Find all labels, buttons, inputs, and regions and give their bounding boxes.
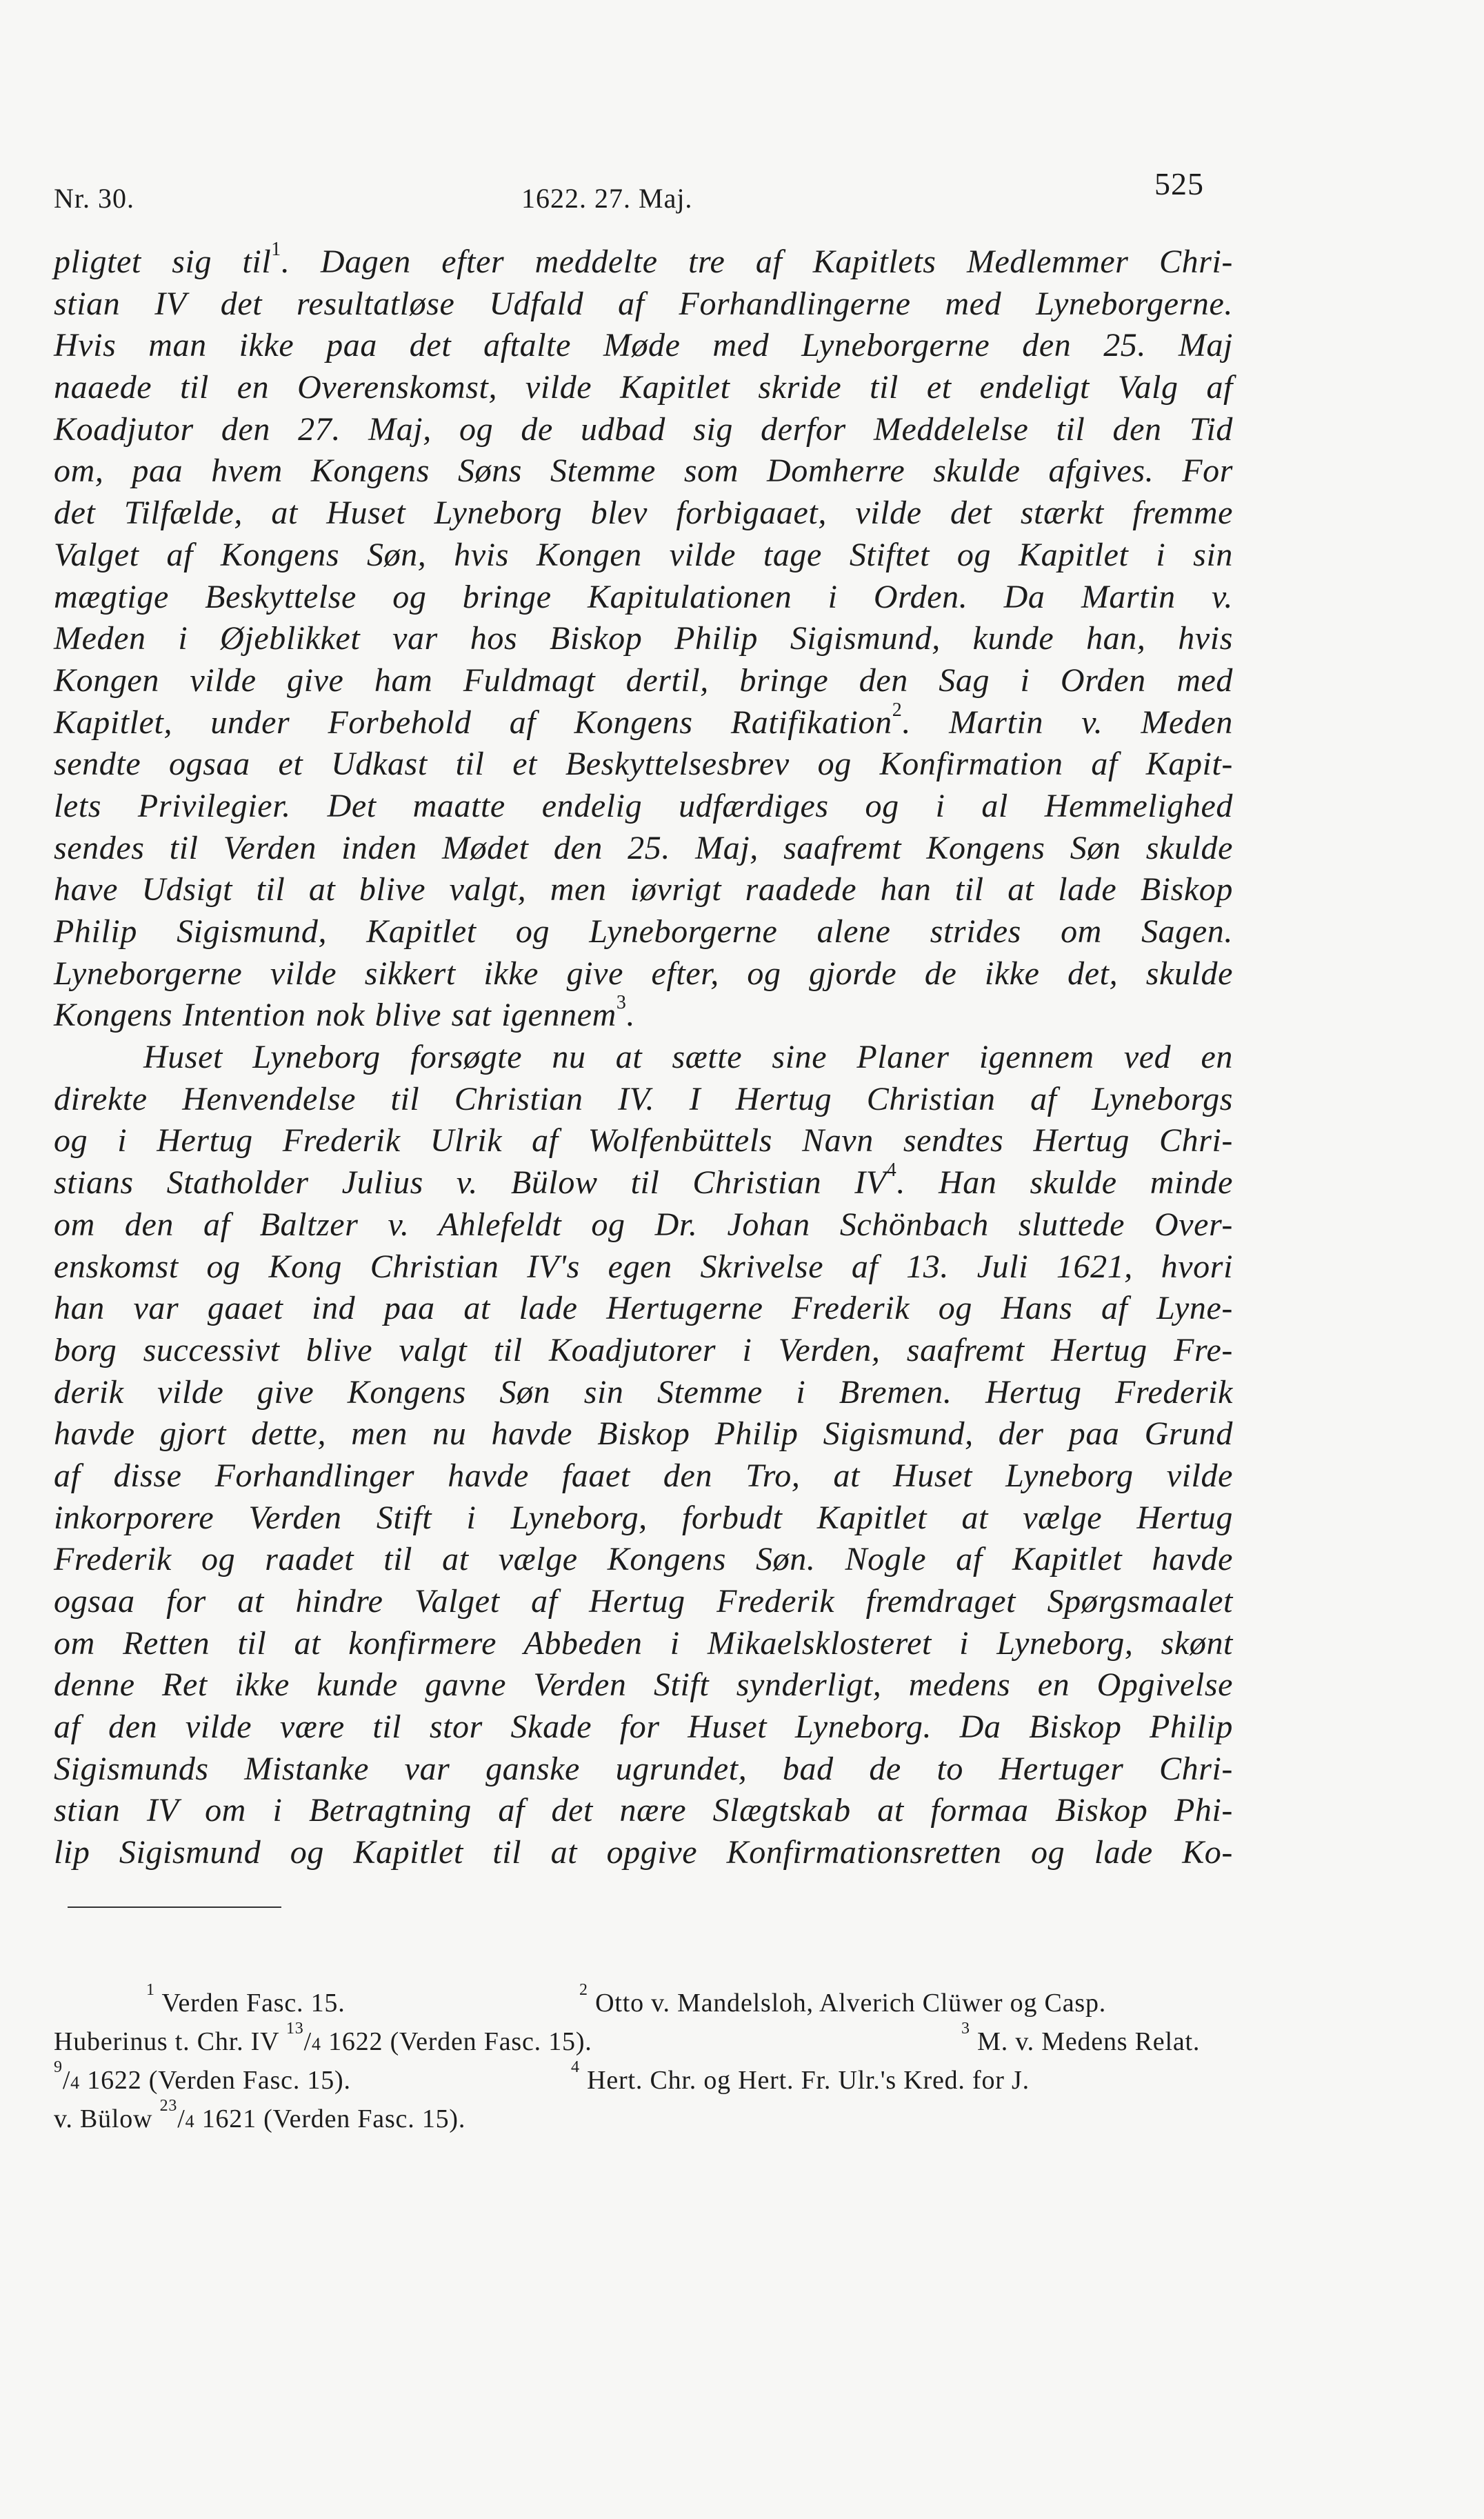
footnote-separator (68, 1906, 281, 1908)
page-number: 525 (1154, 166, 1204, 201)
body-line-text: sendes til Verden inden Mødet den 25. Maj, saafremt Kongens Søn skulde (54, 829, 1233, 866)
body-line-text: lip Sigismund og Kapitlet til at opgive Konfirmationsretten og lade Ko- (54, 1834, 1233, 1871)
footnote-text: v. Bülow (54, 2104, 153, 2133)
body-line (54, 660, 1233, 702)
body-line-text: Meden i Øjeblikket var hos Biskop Philip Sigismund, kunde han, hvis (54, 620, 1233, 657)
body-line (54, 577, 1233, 619)
body-line-text: direkte Henvendelse til Christian IV. I Hertug Christian af Lyneborgs (54, 1080, 1233, 1117)
body-line-text: om, paa hvem Kongens Søns Stemme som Domherre skulde afgives. For (54, 452, 1233, 490)
body-line (54, 1159, 1233, 1204)
footnote-fraction-num: 23 (159, 2097, 178, 2115)
body-line (54, 744, 1233, 786)
body-line-text: Kongens Intention nok blive sat igennem (54, 997, 616, 1034)
body-line-text: han var gaaet ind paa at lade Hertugerne Frederik og Hans af Lyne- (54, 1290, 1233, 1327)
body-line-text: stian IV om i Betragtning af det nære Slægtskab at formaa Biskop Phi- (54, 1792, 1233, 1829)
body-line-text: lets Privilegier. Det maatte endelig udfærdiges og i al Hemmelighed (54, 787, 1233, 824)
body-line (54, 911, 1233, 953)
footnote-text: Otto v. Mandelsloh, Alverich Clüwer og Casp. (595, 1989, 1107, 2018)
body-line-text: Philip Sigismund, Kapitlet og Lyneborgerne alene strides om Sagen. (54, 913, 1233, 950)
body-line-text: Kongen vilde give ham Fuldmagt dertil, bringe den Sag i Orden med (54, 661, 1233, 699)
body-line-text: Koadjutor den 27. Maj, og de udbad sig derfor Meddelelse til den Tid (54, 410, 1233, 448)
body-line-text: inkorporere Verden Stift i Lyneborg, forbudt Kapitlet at vælge Hertug (54, 1499, 1233, 1536)
footnote-text: Hert. Chr. og Hert. Fr. Ulr.'s Kred. for J. (587, 2066, 1030, 2095)
body-line (54, 1623, 1233, 1665)
body-line-text: naaede til en Overenskomst, vilde Kapitlet skride til et endeligt Valg af (54, 369, 1233, 406)
body-line-text: enskomst og Kong Christian IV's egen Skrivelse af 13. Juli 1621, hvori (54, 1248, 1233, 1285)
body-line (54, 1372, 1233, 1414)
document-number: Nr. 30. (54, 183, 134, 214)
footnote-fraction-den: 4 (311, 2034, 321, 2054)
body-line-text: Lyneborgerne vilde sikkert ikke give efter, og gjorde de ikke det, skulde (54, 955, 1233, 992)
footnote-marker: 2 (579, 1981, 588, 2000)
footnote-marker: 1 (146, 1981, 155, 2000)
body-line (54, 1037, 1233, 1079)
body-line (54, 450, 1233, 492)
body-line (54, 409, 1233, 451)
footnote-marker: 3 (961, 2020, 970, 2038)
body-line-text: stians Statholder Julius v. Bülow til Christian IV (54, 1164, 887, 1202)
body-line-text: stian IV det resultatløse Udfald af Forhandlingerne med Lyneborgerne. (54, 285, 1233, 322)
body-line-text: af den vilde være til stor Skade for Huset Lyneborg. Da Biskop Philip (54, 1709, 1233, 1746)
footnote-marker: 4 (571, 2058, 580, 2077)
body-line-text: det Tilfælde, at Huset Lyneborg blev forbigaaet, vilde det stærkt fremme (54, 495, 1233, 532)
body-line-text: sendte ogsaa et Udkast til et Beskyttelsesbrev og Konfirmation af Kapit- (54, 746, 1233, 783)
body-line-text: havde gjort dette, men nu havde Biskop Philip Sigismund, der paa Grund (54, 1415, 1233, 1453)
footnote-text: 1621 (Verden Fasc. 15). (201, 2104, 466, 2133)
body-line (54, 618, 1233, 660)
body-line-text: have Udsigt til at blive valgt, men iøvrigt raadede han til at lade Biskop (54, 871, 1233, 908)
footnote-text: 1622 (Verden Fasc. 15). (328, 2027, 592, 2056)
body-line (54, 1706, 1233, 1749)
body-line (54, 1455, 1233, 1497)
body-line (54, 1079, 1233, 1121)
footnote-line (54, 1981, 1233, 2022)
body-line (54, 1288, 1233, 1330)
footnote-line: v. Bülow $^{23}$/4 1621 (Verden Fasc. 15). (54, 2097, 466, 2133)
body-line (54, 1832, 1233, 1874)
body-line-text: derik vilde give Kongens Søn sin Stemme i Bremen. Hertug Frederik (54, 1373, 1233, 1411)
body-line-text: ogsaa for at hindre Valget af Hertug Frederik fremdraget Spørgsmaalet (54, 1583, 1233, 1620)
body-line-text: . Dagen efter meddelte tre af Kapitlets Medlemmer Chri- (281, 243, 1234, 280)
footnote-text: 1622 (Verden Fasc. 15). (87, 2066, 351, 2095)
body-line (54, 1120, 1233, 1162)
footnote-fraction-num: 13 (286, 2020, 304, 2038)
body-line (54, 828, 1233, 870)
body-line (54, 241, 1233, 283)
footnote-text: M. v. Medens Relat. (977, 2027, 1201, 2056)
body-line (54, 1790, 1233, 1832)
body-line-text: . Han skulde minde (896, 1164, 1233, 1202)
body-line (54, 1497, 1233, 1540)
body-line (54, 1539, 1233, 1581)
body-line (54, 992, 1233, 1037)
footnote-line: Huberinus t. Chr. IV $^{13}$/4 1622 (Verden Fasc. 15). $^3$ M. v. Medens Relat. (54, 2020, 1201, 2056)
body-line-text: borg successivt blive valgt til Koadjutorer i Verden, saafremt Hertug Fre- (54, 1331, 1233, 1368)
body-line-text: Hvis man ikke paa det aftalte Møde med Lyneborgerne den 25. Maj (54, 327, 1233, 364)
body-line-text: Sigismunds Mistanke var ganske ugrundet, bad de to Hertuger Chri- (54, 1750, 1233, 1787)
body-line-text: denne Ret ikke kunde gavne Verden Stift synderligt, medens en Opgivelse (54, 1666, 1233, 1704)
body-line (54, 953, 1233, 995)
footnote-reference: 3 (616, 992, 627, 1014)
footnote-reference: 1 (271, 239, 281, 260)
footnote-text: Verden Fasc. 15. (161, 1989, 345, 2018)
body-line (54, 1246, 1233, 1288)
footnote-fraction-num: 9 (54, 2058, 63, 2077)
body-line (54, 492, 1233, 535)
body-text (54, 241, 1233, 1874)
body-line (54, 325, 1233, 367)
footnote-fraction-den: 4 (70, 2073, 80, 2093)
body-line (54, 1664, 1233, 1706)
body-line-text: . Martin v. Meden (902, 704, 1234, 741)
body-line-text: mægtige Beskyttelse og bringe Kapitulationen i Orden. Da Martin v. (54, 578, 1233, 615)
body-line (54, 367, 1233, 409)
footnote-text: Huberinus t. Chr. IV (54, 2027, 279, 2056)
body-line-text: om den af Baltzer v. Ahlefeldt og Dr. Johan Schönbach sluttede Over- (54, 1206, 1233, 1243)
body-line (54, 786, 1233, 828)
body-line (54, 1413, 1233, 1455)
body-line (54, 869, 1233, 911)
body-line (54, 1204, 1233, 1246)
body-line-text: og i Hertug Frederik Ulrik af Wolfenbüttels Navn sendtes Hertug Chri- (54, 1122, 1233, 1159)
body-line-text: om Retten til at konfirmere Abbeden i Mikaelsklosteret i Lyneborg, skønt (54, 1624, 1233, 1662)
body-line (54, 1330, 1233, 1372)
footnote-fraction-den: 4 (185, 2111, 195, 2131)
body-line-text: Huset Lyneborg forsøgte nu at sætte sine Planer igennem ved en (143, 1039, 1233, 1076)
body-line-text: Valget af Kongens Søn, hvis Kongen vilde tage Stiftet og Kapitlet i sin (54, 536, 1233, 573)
footnote-line: $^9$/4 1622 (Verden Fasc. 15). $^4$ Hert. Chr. og Hert. Fr. Ulr.'s Kred. for J. (54, 2058, 1030, 2095)
footnote-reference: 4 (886, 1159, 897, 1182)
body-line (54, 1581, 1233, 1623)
footnote-reference: 2 (892, 699, 903, 721)
body-line (54, 1749, 1233, 1791)
body-line (54, 699, 1234, 744)
body-line-text: pligtet sig til (54, 243, 272, 280)
body-line-text: Frederik og raadet til at vælge Kongens Søn. Nogle af Kapitlet havde (54, 1541, 1233, 1578)
body-line (54, 283, 1233, 326)
body-line-text: af disse Forhandlinger havde faaet den Tro, at Huset Lyneborg vilde (54, 1457, 1233, 1494)
body-line (54, 535, 1233, 577)
body-line-text: Kapitlet, under Forbehold af Kongens Ratifikation (54, 704, 892, 741)
body-line-text: . (626, 997, 636, 1034)
footnotes (54, 1981, 1233, 2138)
document-date: 1622. 27. Maj. (521, 183, 693, 214)
